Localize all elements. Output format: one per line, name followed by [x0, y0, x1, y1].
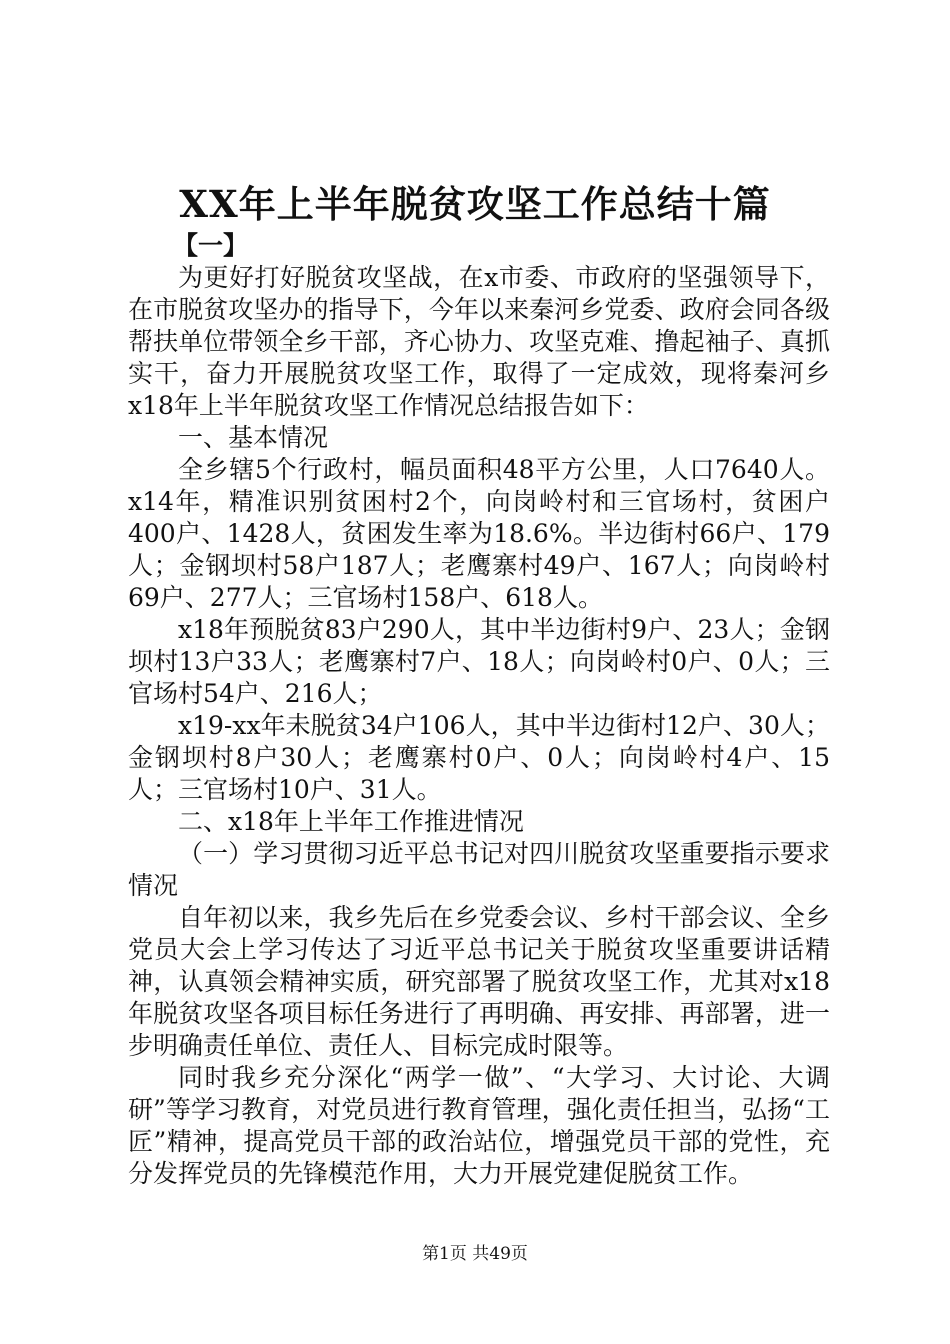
paragraph-party-education: 同时我乡充分深化“两学一做”、“大学习、大讨论、大调研”等学习教育，对党员进行教育管理，强化责任担当，弘扬“工匠”精神，提高党员干部的政治站位，增强党员干部的党性，充分发挥党员的先锋模范作用，大力开展党建促脱贫工作。	[128, 1063, 830, 1188]
document-body	[128, 230, 830, 1190]
section-label: 【一】	[173, 231, 249, 260]
page-footer: 第1页 共49页	[422, 1244, 528, 1264]
paragraph-intro: 为更好打好脱贫攻坚战，在x市委、市政府的坚强领导下，在市脱贫攻坚办的指导下，今年以来秦河乡党委、政府会同各级帮扶单位带领全乡干部，齐心协力、攻坚克难、撸起袖子、真抓实干，奋力开展脱贫攻坚工作，取得了一定成效，现将秦河乡x18年上半年脱贫攻坚工作情况总结报告如下：	[128, 263, 830, 420]
document-title: XX年上半年脱贫攻坚工作总结十篇	[179, 182, 771, 226]
heading-basic-situation: 一、基本情况	[178, 423, 329, 452]
heading-work-progress: 二、x18年上半年工作推进情况	[178, 807, 524, 836]
paragraph-township-overview: 全乡辖5个行政村，幅员面积48平方公里，人口7640人。x14年，精准识别贫困村2个，向岗岭村和三官场村，贫困户400户、1428人，贫困发生率为18.6%。半边街村66户、179人；金钢坝村58户187人；老鹰寨村49户、167人；向岗岭村69户、277人；三官场村158户、618人。	[128, 455, 830, 612]
paragraph-x18-plan: x18年预脱贫83户290人，其中半边街村9户、23人；金钢坝村13户33人；老鹰寨村7户、18人；向岗岭村0户、0人；三官场村54户、216人；	[128, 615, 830, 708]
subheading-study-instructions: （一）学习贯彻习近平总书记对四川脱贫攻坚重要指示要求情况	[128, 839, 830, 900]
paragraph-x19-remaining: x19-xx年未脱贫34户106人，其中半边街村12户、30人；金钢坝村8户30人；老鹰寨村0户、0人；向岗岭村4户、15人；三官场村10户、31人。	[128, 711, 830, 804]
paragraph-study-meetings: 自年初以来，我乡先后在乡党委会议、乡村干部会议、全乡党员大会上学习传达了习近平总书记关于脱贫攻坚重要讲话精神，认真领会精神实质，研究部署了脱贫攻坚工作，尤其对x18年脱贫攻坚各项目标任务进行了再明确、再安排、再部署，进一步明确责任单位、责任人、目标完成时限等。	[128, 903, 830, 1060]
